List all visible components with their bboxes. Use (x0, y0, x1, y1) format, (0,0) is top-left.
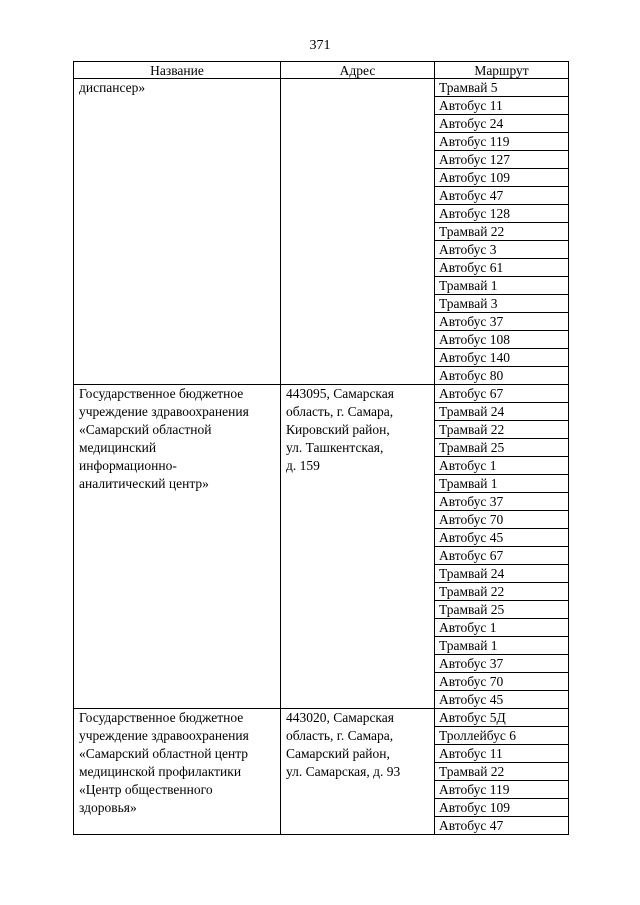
address-cell (281, 709, 435, 835)
route-item: Автобус 127 (435, 150, 568, 168)
route-item: Автобус 47 (435, 186, 568, 204)
route-item: Трамвай 22 (435, 582, 568, 600)
page-number: 371 (309, 38, 331, 53)
route-item: Троллейбус 6 (435, 726, 568, 744)
institution-name: диспансер» (79, 80, 146, 95)
route-item: Автобус 80 (435, 366, 568, 384)
routes-cell (435, 385, 569, 709)
route-item: Трамвай 1 (435, 636, 568, 654)
route-item: Автобус 47 (435, 816, 568, 834)
address-cell (281, 385, 435, 709)
route-item: Трамвай 22 (435, 420, 568, 438)
table-row (74, 709, 569, 835)
route-item: Автобус 67 (439, 386, 504, 401)
routes-cell (435, 709, 569, 835)
route-item: Автобус 109 (435, 798, 568, 816)
route-list (435, 385, 568, 708)
route-item: Автобус 61 (435, 258, 568, 276)
route-item: Автобус 119 (435, 780, 568, 798)
routes-cell (435, 79, 569, 385)
route-item: Автобус 45 (435, 528, 568, 546)
route-item: Автобус 109 (435, 168, 568, 186)
institution-name-cell (74, 79, 281, 385)
route-item: Трамвай 24 (435, 564, 568, 582)
route-item: Автобус 37 (435, 492, 568, 510)
header-name: Название (74, 62, 281, 79)
table-row (74, 79, 569, 385)
route-item: Автобус 5Д (439, 710, 506, 725)
route-item: Автобус 24 (435, 114, 568, 132)
route-item: Трамвай 25 (435, 600, 568, 618)
route-item: Автобус 37 (435, 312, 568, 330)
route-item: Трамвай 1 (435, 276, 568, 294)
header-address: Адрес (281, 62, 435, 79)
address: 443095, Самарская область, г. Самара, Кировский район, ул. Ташкентская, д. 159 (286, 386, 394, 473)
header-route: Маршрут (435, 62, 569, 79)
route-list (435, 79, 568, 384)
institution-name: Государственное бюджетное учреждение здравоохранения «Самарский областной медицинский информационно- аналитический центр» (79, 386, 249, 491)
route-item: Трамвай 22 (435, 762, 568, 780)
route-item: Автобус 67 (435, 546, 568, 564)
route-item: Трамвай 1 (435, 474, 568, 492)
route-item: Трамвай 22 (435, 222, 568, 240)
route-item: Автобус 37 (435, 654, 568, 672)
route-item: Автобус 3 (435, 240, 568, 258)
table-row (74, 385, 569, 709)
route-item: Автобус 1 (435, 456, 568, 474)
routes-table (73, 61, 569, 835)
table-header-row (74, 62, 569, 79)
route-item: Автобус 119 (435, 132, 568, 150)
route-item: Трамвай 24 (435, 402, 568, 420)
address: 443020, Самарская область, г. Самара, Самарский район, ул. Самарская, д. 93 (286, 710, 401, 779)
institution-name: Государственное бюджетное учреждение здравоохранения «Самарский областной центр медицинской профилактики «Центр общественного здоровья» (79, 710, 249, 815)
route-item: Трамвай 3 (435, 294, 568, 312)
address-cell (281, 79, 435, 385)
route-item: Автобус 1 (435, 618, 568, 636)
route-item: Автобус 11 (435, 96, 568, 114)
institution-name-cell (74, 385, 281, 709)
institution-name-cell (74, 709, 281, 835)
route-item: Трамвай 5 (439, 80, 498, 95)
route-item: Автобус 70 (435, 510, 568, 528)
route-item: Автобус 128 (435, 204, 568, 222)
route-item: Автобус 108 (435, 330, 568, 348)
route-item: Автобус 140 (435, 348, 568, 366)
route-item: Автобус 45 (435, 690, 568, 708)
route-list (435, 709, 568, 834)
route-item: Трамвай 25 (435, 438, 568, 456)
route-item: Автобус 70 (435, 672, 568, 690)
route-item: Автобус 11 (435, 744, 568, 762)
